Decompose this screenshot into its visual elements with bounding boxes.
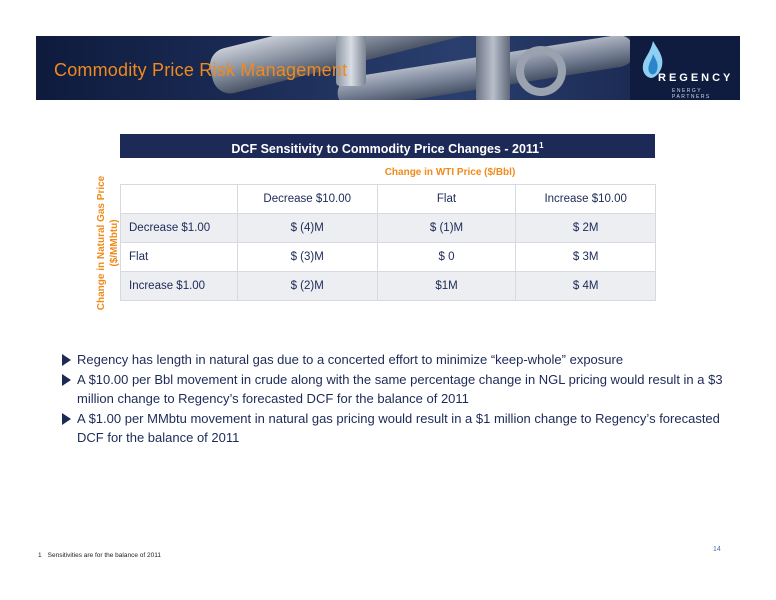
regency-logo [630,36,740,100]
bullet-text: A $10.00 per Bbl movement in crude along with the same percentage change in NGL pricing would result in a $3 million change to Regency’s forecasted DCF for the balance of 2011 [77,372,723,406]
bullet-arrow-icon [62,413,71,425]
logo-wordmark: REGENCY [658,72,734,84]
table-cell: $ (3)M [237,243,377,272]
column-header: Flat [377,185,516,214]
table-cell: $ 2M [516,214,656,243]
table-cell: $ 3M [516,243,656,272]
table-header-row [121,185,656,214]
pipe-image [476,36,510,100]
footnote-text: Sensitivities are for the balance of 2011 [47,552,161,559]
row-header: Increase $1.00 [121,272,238,301]
column-header: Increase $10.00 [516,185,656,214]
table-cell: $ 4M [516,272,656,301]
table-corner-cell [121,185,238,214]
page-title: Commodity Price Risk Management [54,60,348,80]
bullet-item [62,370,730,408]
logo-tagline: ENERGY PARTNERS [672,88,711,100]
table-cell: $ (4)M [237,214,377,243]
footnote-number: 1 [38,552,42,559]
table-cell: $1M [377,272,516,301]
valve-image [516,46,566,96]
row-header: Flat [121,243,238,272]
row-axis-title-line1: Change in Natural Gas Price [96,175,107,311]
bullet-arrow-icon [62,354,71,366]
table-cell: $ (2)M [237,272,377,301]
bullet-item [62,350,730,369]
row-axis-title-line2: ($/MMbtu) [109,219,120,267]
table-row [121,243,656,272]
table-title [120,134,655,158]
table-cell: $ 0 [377,243,516,272]
table-cell: $ (1)M [377,214,516,243]
header-banner [36,36,740,100]
table-row [121,272,656,301]
table-title-footnote-ref: 1 [539,141,544,150]
bullet-text: A $1.00 per MMbtu movement in natural gas pricing would result in a $1 million change to Regency’s forecasted DCF for the balance of 2011 [77,411,720,445]
column-header: Decrease $10.00 [237,185,377,214]
bullet-text: Regency has length in natural gas due to a concerted effort to minimize “keep-whole” exposure [77,352,624,367]
table-row [121,214,656,243]
bullet-arrow-icon [62,374,71,386]
table-title-text: DCF Sensitivity to Commodity Price Changes - 2011 [231,142,540,157]
bullet-item [62,409,730,447]
bullet-list [62,350,730,448]
page-number: 14 [713,546,721,553]
column-axis-title: Change in WTI Price ($/Bbl) [384,167,516,178]
footnote [38,552,161,559]
row-header: Decrease $1.00 [121,214,238,243]
sensitivity-table [120,184,656,301]
